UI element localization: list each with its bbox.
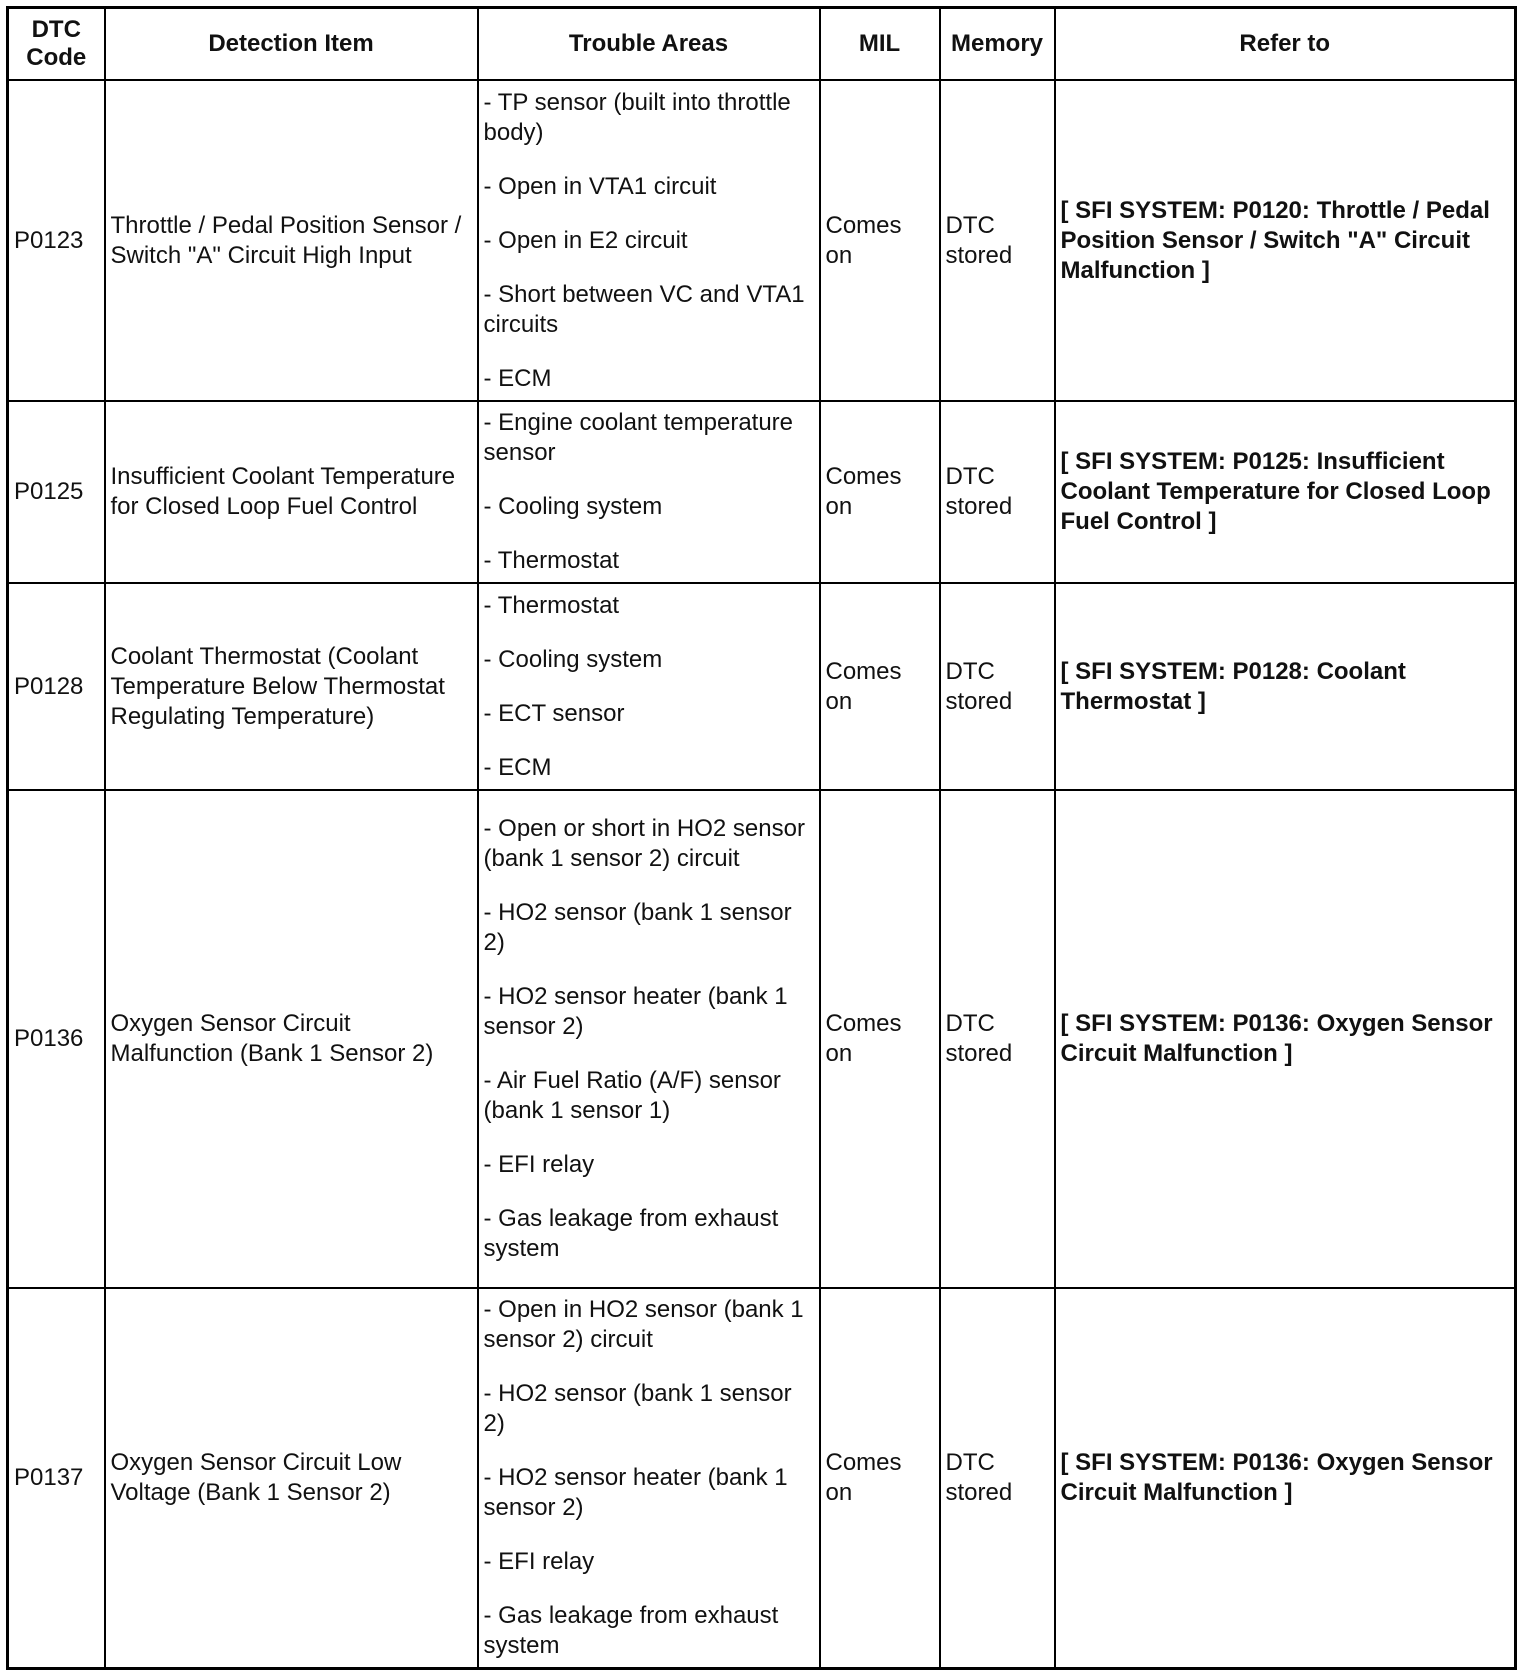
trouble-area-item: - Open in E2 circuit [483, 226, 688, 254]
mil-cell: Comes on [820, 401, 940, 583]
dtc-code-cell: P0128 [8, 583, 105, 790]
trouble-area-item: - ECM [483, 364, 552, 392]
trouble-areas-list [484, 810, 814, 1268]
trouble-area-item: - Engine coolant temperature sensor [483, 409, 794, 466]
trouble-area-item: - Thermostat [483, 547, 620, 574]
trouble-area-item: - TP sensor (built into throttle body) [483, 88, 791, 146]
detection-item-cell: Oxygen Sensor Circuit Malfunction (Bank 1 Sensor 2) [105, 790, 478, 1288]
trouble-area-item: - EFI relay [483, 1548, 595, 1575]
dtc-code-cell: P0136 [8, 790, 105, 1288]
dtc-code-cell: P0137 [8, 1288, 105, 1669]
memory-cell: DTC stored [940, 401, 1055, 583]
trouble-area-item: - HO2 sensor heater (bank 1 sensor 2) [483, 1464, 788, 1521]
trouble-areas-cell [478, 80, 820, 401]
header-trouble-areas: Trouble Areas [478, 8, 820, 81]
refer-to-link[interactable]: [ SFI SYSTEM: P0136: Oxygen Sensor Circuit Malfunction ] [1055, 790, 1516, 1288]
mil-cell: Comes on [820, 1288, 940, 1669]
header-memory: Memory [940, 8, 1055, 81]
header-dtc-code: DTC Code [8, 8, 105, 81]
trouble-areas-list [484, 404, 814, 580]
trouble-areas-cell [478, 1288, 820, 1669]
dtc-code-cell: P0123 [8, 80, 105, 401]
trouble-area-item: - Open in VTA1 circuit [483, 172, 717, 200]
table-row [8, 583, 1516, 790]
table-row [8, 80, 1516, 401]
trouble-areas-list [484, 1291, 814, 1665]
trouble-area-item: - HO2 sensor heater (bank 1 sensor 2) [483, 983, 788, 1040]
trouble-area-item: - HO2 sensor (bank 1 sensor 2) [483, 1380, 792, 1437]
memory-cell: DTC stored [940, 80, 1055, 401]
trouble-area-item: - Open or short in HO2 sensor (bank 1 sensor 2) circuit [483, 815, 805, 872]
trouble-area-item: - HO2 sensor (bank 1 sensor 2) [483, 899, 792, 956]
detection-item-cell: Throttle / Pedal Position Sensor / Switch "A" Circuit High Input [105, 80, 478, 401]
trouble-areas-cell [478, 583, 820, 790]
refer-to-link[interactable]: [ SFI SYSTEM: P0120: Throttle / Pedal Position Sensor / Switch "A" Circuit Malfunction ] [1055, 80, 1516, 401]
dtc-code-cell: P0125 [8, 401, 105, 583]
header-detection-item: Detection Item [105, 8, 478, 81]
trouble-area-item: - Cooling system [483, 493, 663, 520]
dtc-table [6, 6, 1517, 1670]
trouble-areas-cell [478, 790, 820, 1288]
header-refer-to: Refer to [1055, 8, 1516, 81]
detection-item-cell: Coolant Thermostat (Coolant Temperature Below Thermostat Regulating Temperature) [105, 583, 478, 790]
mil-cell: Comes on [820, 80, 940, 401]
header-mil: MIL [820, 8, 940, 81]
trouble-area-item: - ECT sensor [483, 699, 625, 727]
trouble-area-item: - Thermostat [483, 591, 620, 619]
mil-cell: Comes on [820, 790, 940, 1288]
trouble-area-item: - Gas leakage from exhaust system [483, 1205, 779, 1262]
trouble-area-item: - Gas leakage from exhaust system [483, 1602, 779, 1659]
table-row [8, 790, 1516, 1288]
mil-cell: Comes on [820, 583, 940, 790]
memory-cell: DTC stored [940, 790, 1055, 1288]
table-row [8, 401, 1516, 583]
refer-to-link[interactable]: [ SFI SYSTEM: P0128: Coolant Thermostat ] [1055, 583, 1516, 790]
refer-to-link[interactable]: [ SFI SYSTEM: P0136: Oxygen Sensor Circuit Malfunction ] [1055, 1288, 1516, 1669]
detection-item-cell: Insufficient Coolant Temperature for Closed Loop Fuel Control [105, 401, 478, 583]
trouble-area-item: - ECM [483, 753, 552, 781]
trouble-area-item: - Open in HO2 sensor (bank 1 sensor 2) circuit [483, 1296, 804, 1353]
table-row [8, 1288, 1516, 1669]
trouble-area-item: - Air Fuel Ratio (A/F) sensor (bank 1 sensor 1) [483, 1067, 781, 1124]
detection-item-cell: Oxygen Sensor Circuit Low Voltage (Bank 1 Sensor 2) [105, 1288, 478, 1669]
trouble-area-item: - Cooling system [483, 645, 663, 673]
trouble-areas-cell [478, 401, 820, 583]
trouble-area-item: - EFI relay [483, 1151, 595, 1178]
trouble-areas-list [484, 587, 814, 787]
refer-to-link[interactable]: [ SFI SYSTEM: P0125: Insufficient Coolant Temperature for Closed Loop Fuel Control ] [1055, 401, 1516, 583]
table-header-row [8, 8, 1516, 81]
trouble-areas-list [484, 84, 814, 398]
memory-cell: DTC stored [940, 583, 1055, 790]
memory-cell: DTC stored [940, 1288, 1055, 1669]
trouble-area-item: - Short between VC and VTA1 circuits [483, 280, 805, 338]
